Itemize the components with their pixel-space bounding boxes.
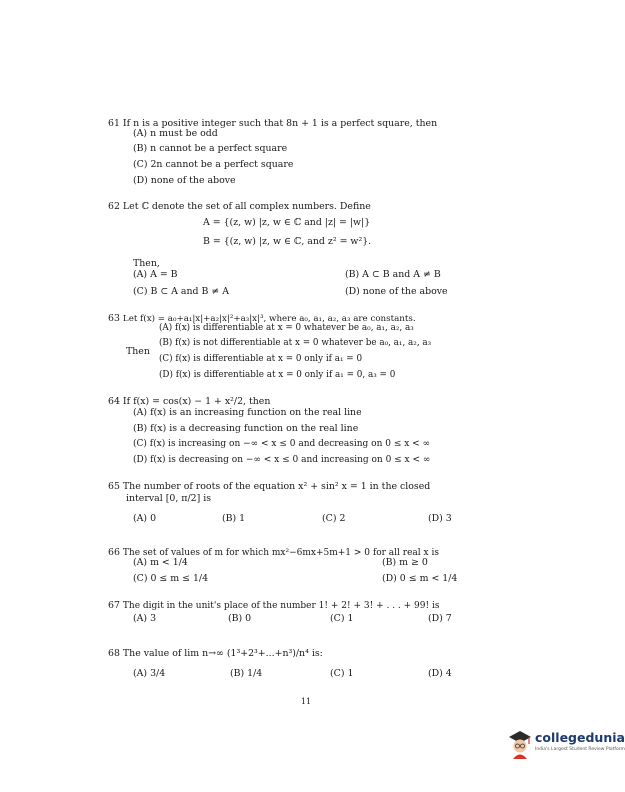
q66-option-a[interactable]: (A) m < 1/4 (133, 557, 188, 568)
q68-option-d[interactable]: (D) 4 (428, 668, 452, 679)
question-text: The number of roots of the equation x² + sin² x = 1 in the closed (122, 481, 431, 492)
q64-option-c[interactable]: (C) f(x) is increasing on −∞ < x ≤ 0 and decreasing on 0 ≤ x < ∞ (133, 439, 431, 449)
question-text: The value of lim n→∞ (1³+2³+...+n³)/n⁴ is: (122, 648, 323, 659)
q63-option-d[interactable]: (D) f(x) is differentiable at x = 0 only if a₁ = 0, a₃ = 0 (159, 370, 396, 380)
question-text: Let f(x) = a₀+a₁|x|+a₂|x|²+a₃|x|³, where a₀, a₁, a₂, a₃ are constants. (122, 314, 416, 324)
q63-then: Then (126, 346, 150, 357)
q62-equation-a: A = {(z, w) |z, w ∈ ℂ and |z| = |w|} (203, 217, 371, 228)
question-number: 62 (108, 201, 120, 212)
question-number: 67 (108, 600, 120, 611)
logo-wordmark: collegedunia (535, 730, 625, 745)
question-number: 68 (108, 648, 120, 659)
q62-option-a[interactable]: (A) A = B (133, 269, 178, 280)
question-text: If n is a positive integer such that 8n + 1 is a perfect square, then (122, 118, 438, 129)
question-62 (108, 199, 468, 215)
q63-option-b[interactable]: (B) f(x) is not differentiable at x = 0 whatever be a₀, a₁, a₂, a₃ (159, 338, 432, 348)
q68-option-c[interactable]: (C) 1 (330, 668, 354, 679)
q65-option-d[interactable]: (D) 3 (428, 513, 452, 524)
q62-then: Then, (133, 258, 160, 269)
q63-option-c[interactable]: (C) f(x) is differentiable at x = 0 only if a₁ = 0 (159, 354, 363, 364)
q62-option-c[interactable]: (C) B ⊂ A and B ≠ A (133, 286, 230, 297)
logo-tagline: India's Largest Student Review Platform (535, 747, 625, 752)
question-text: If f(x) = cos(x) − 1 + x²/2, then (122, 396, 271, 407)
question-68 (108, 646, 468, 662)
q67-option-a[interactable]: (A) 3 (133, 613, 157, 624)
question-number: 63 (108, 313, 120, 324)
q61-option-a[interactable]: (A) n must be odd (133, 128, 218, 139)
question-number: 66 (108, 547, 120, 558)
q61-option-d[interactable]: (D) none of the above (133, 175, 236, 186)
q62-equation-b: B = {(z, w) |z, w ∈ ℂ, and z² = w²}. (203, 236, 372, 247)
q65-option-c[interactable]: (C) 2 (322, 513, 346, 524)
question-text: Let ℂ denote the set of all complex numbers. Define (122, 201, 371, 212)
q68-option-a[interactable]: (A) 3/4 (133, 668, 166, 679)
q67-option-c[interactable]: (C) 1 (330, 613, 354, 624)
q65-option-a[interactable]: (A) 0 (133, 513, 157, 524)
student-mascot-icon (507, 728, 533, 760)
q62-option-b[interactable]: (B) A ⊂ B and A ≠ B (345, 269, 441, 280)
question-text: The set of values of m for which mx²−6mx+5m+1 > 0 for all real x is (122, 548, 439, 558)
question-67 (108, 598, 468, 615)
question-68-stem (108, 646, 468, 662)
question-67-stem (108, 598, 468, 615)
q66-option-d[interactable]: (D) 0 ≤ m < 1/4 (382, 573, 458, 584)
q65-stem-continued: interval [0, π/2] is (126, 493, 212, 504)
q67-option-b[interactable]: (B) 0 (228, 613, 252, 624)
q62-option-d[interactable]: (D) none of the above (345, 286, 448, 297)
question-number: 65 (108, 481, 120, 492)
q68-option-b[interactable]: (B) 1/4 (230, 668, 263, 679)
q61-option-c[interactable]: (C) 2n cannot be a perfect square (133, 159, 294, 170)
question-number: 64 (108, 396, 120, 407)
collegedunia-logo[interactable] (507, 728, 625, 768)
q64-option-a[interactable]: (A) f(x) is an increasing function on the real line (133, 407, 362, 418)
question-62-stem (108, 199, 468, 215)
q65-option-b[interactable]: (B) 1 (222, 513, 246, 524)
q64-option-d[interactable]: (D) f(x) is decreasing on −∞ < x ≤ 0 and increasing on 0 ≤ x < ∞ (133, 455, 431, 465)
q67-option-d[interactable]: (D) 7 (428, 613, 452, 624)
q61-option-b[interactable]: (B) n cannot be a perfect square (133, 143, 288, 154)
question-number: 61 (108, 118, 120, 129)
q66-option-b[interactable]: (B) m ≥ 0 (382, 557, 428, 568)
page-number: 11 (300, 697, 312, 706)
question-text: The digit in the unit's place of the number 1! + 2! + 3! + . . . + 99! is (122, 601, 440, 611)
q66-option-c[interactable]: (C) 0 ≤ m ≤ 1/4 (133, 573, 209, 584)
q64-option-b[interactable]: (B) f(x) is a decreasing function on the real line (133, 423, 359, 434)
q63-option-a[interactable]: (A) f(x) is differentiable at x = 0 whatever be a₀, a₁, a₂, a₃ (159, 323, 414, 333)
